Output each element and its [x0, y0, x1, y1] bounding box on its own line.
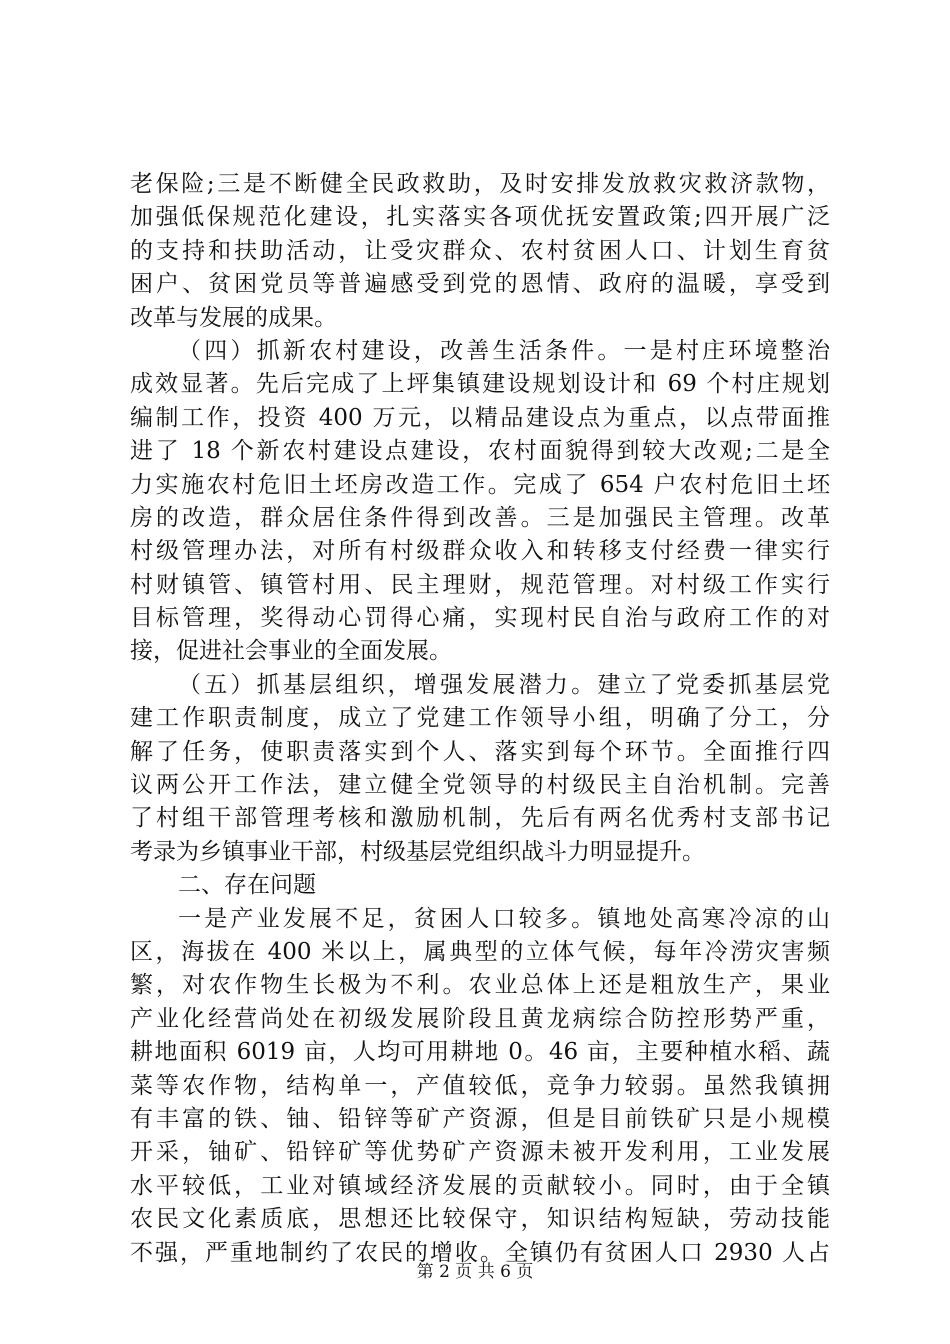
text-line: 进了 18 个新农村建设点建设，农村面貌得到较大改观;二是全: [130, 438, 830, 465]
text-line: 房的改造，群众居住条件得到改善。三是加强民主管理。改革: [130, 504, 830, 531]
text-line: 力实施农村危旧土坯房改造工作。完成了 654 户农村危旧土坯: [130, 471, 830, 498]
text-line: 的支持和扶助活动，让受灾群众、农村贫困人口、计划生育贫: [130, 237, 830, 264]
text-line: 开采，铀矿、铅锌矿等优势矿产资源未被开发利用，工业发展: [130, 1139, 830, 1166]
text-line: 考录为乡镇事业干部，村级基层党组织战斗力明显提升。: [130, 838, 705, 865]
text-line: 区，海拔在 400 米以上，属典型的立体气候，每年冷涝灾害频: [130, 938, 830, 965]
text-line: （五）抓基层组织，增强发展潜力。建立了党委抓基层党: [178, 671, 830, 698]
document-body: [130, 168, 830, 1270]
text-line: 菜等农作物，结构单一，产值较低，竞争力较弱。虽然我镇拥: [130, 1072, 830, 1099]
text-line: 水平较低，工业对镇域经济发展的贡献较小。同时，由于全镇: [130, 1172, 830, 1199]
text-line: 产业化经营尚处在初级发展阶段且黄龙病综合防控形势严重，: [130, 1005, 830, 1032]
text-line: 耕地面积 6019 亩，人均可用耕地 0。46 亩，主要种植水稻、蔬: [130, 1039, 830, 1066]
text-line: 有丰富的铁、铀、铅锌等矿产资源，但是目前铁矿只是小规模: [130, 1105, 830, 1132]
text-line: 议两公开工作法，建立健全党领导的村级民主自治机制。完善: [130, 772, 830, 799]
text-line: 建工作职责制度，成立了党建工作领导小组，明确了分工，分: [130, 705, 830, 732]
text-line: 二、存在问题: [178, 872, 316, 899]
text-line: 改革与发展的成果。: [130, 304, 337, 331]
page-footer: 第 2 页 共 6 页: [416, 1262, 534, 1282]
text-line: 编制工作，投资 400 万元，以精品建设点为重点，以点带面推: [130, 404, 830, 431]
text-line: 不强，严重地制约了农民的增收。全镇仍有贫困人口 2930 人占: [130, 1239, 830, 1266]
text-line: （四）抓新农村建设，改善生活条件。一是村庄环境整治: [178, 337, 830, 364]
text-line: 困户、贫困党员等普遍感受到党的恩情、政府的温暖，享受到: [130, 271, 830, 298]
text-line: 了村组干部管理考核和激励机制，先后有两名优秀村支部书记: [130, 805, 830, 832]
text-line: 村级管理办法，对所有村级群众收入和转移支付经费一律实行: [130, 538, 830, 565]
text-line: 老保险;三是不断健全民政救助，及时安排发放救灾救济款物，: [130, 171, 830, 197]
text-line: 繁，对农作物生长极为不利。农业总体上还是粗放生产，果业: [130, 972, 830, 999]
text-line: 解了任务，使职责落实到个人、落实到每个环节。全面推行四: [130, 738, 830, 765]
text-line: 一是产业发展不足，贫困人口较多。镇地处高寒冷凉的山: [178, 905, 830, 932]
text-line: 农民文化素质底，思想还比较保守，知识结构短缺，劳动技能: [130, 1206, 830, 1233]
text-line: 目标管理，奖得动心罚得心痛，实现村民自治与政府工作的对: [130, 605, 830, 632]
text-line: 村财镇管、镇管村用、民主理财，规范管理。对村级工作实行: [130, 571, 830, 598]
text-line: 接，促进社会事业的全面发展。: [130, 638, 452, 665]
text-line: 成效显著。先后完成了上坪集镇建设规划设计和 69 个村庄规划: [130, 371, 830, 398]
text-line: 加强低保规范化建设，扎实落实各项优抚安置政策;四开展广泛: [130, 204, 830, 231]
